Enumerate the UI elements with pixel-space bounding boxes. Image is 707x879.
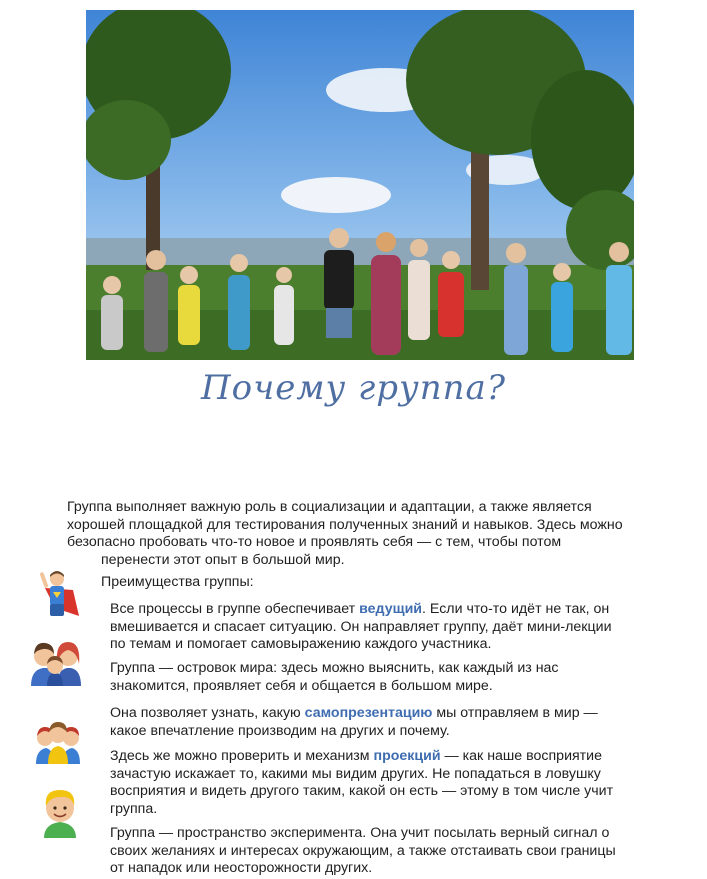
item-text: Здесь же можно проверить и механизм	[110, 748, 374, 764]
advantage-item-host	[110, 601, 630, 654]
item-text: Она позволяет узнать, какую	[110, 705, 305, 721]
item-text: . Если что-то идёт не так, он вмешивается и спасает ситуацию. Он направляет группу, даёт мини-лекции по темам и помогает самовыражению каждого участника.	[110, 601, 612, 653]
highlight-term: самопрезентацию	[304, 705, 433, 721]
group-photo	[86, 10, 634, 360]
group-icon	[34, 718, 82, 764]
highlight-term: ведущий	[359, 601, 423, 617]
intro-line: хорошей площадкой для тестирования полученных знаний и навыков. Здесь можно	[67, 516, 623, 533]
intro-line: перенести этот опыт в большой мир.	[101, 551, 345, 568]
advantage-item-selfpresentation	[110, 705, 630, 740]
advantages-heading: Преимущества группы:	[101, 574, 254, 590]
item-text: Все процессы в группе обеспечивает	[110, 601, 360, 617]
item-text: мы отправляем в мир — какое впечатление производим на других и почему.	[110, 705, 598, 739]
superhero-icon	[33, 568, 83, 622]
intro-paragraph	[67, 499, 637, 569]
item-text: — как наше восприятие зачастую искажает то, какими мы видим других. Не попадаться в ловушку восприятия и видеть другого таким, какой он есть — этому в том числе учит группа.	[110, 748, 614, 817]
advantage-item-experiment: Группа — пространство эксперимента. Она учит посылать верный сигнал о своих желаниях и интересах окружающим, а также отстаивать свои границы от нападок или неосторожности других.	[110, 825, 616, 877]
advantage-item-island: Группа — островок мира: здесь можно выяснить, как каждый из нас знакомится, проявляет себя и общается в большом мире.	[110, 660, 559, 694]
intro-line: безопасно пробовать что-то новое и проявлять себя — с тем, чтобы потом	[67, 534, 562, 551]
intro-line: Группа выполняет важную роль в социализации и адаптации, а также является	[67, 499, 592, 515]
family-icon	[27, 634, 83, 686]
smiling-boy-icon	[38, 786, 82, 838]
photo-illustration	[86, 10, 634, 360]
page-title: Почему группа?	[200, 368, 507, 408]
highlight-term: проекций	[373, 748, 441, 764]
advantage-item-projections	[110, 748, 630, 818]
